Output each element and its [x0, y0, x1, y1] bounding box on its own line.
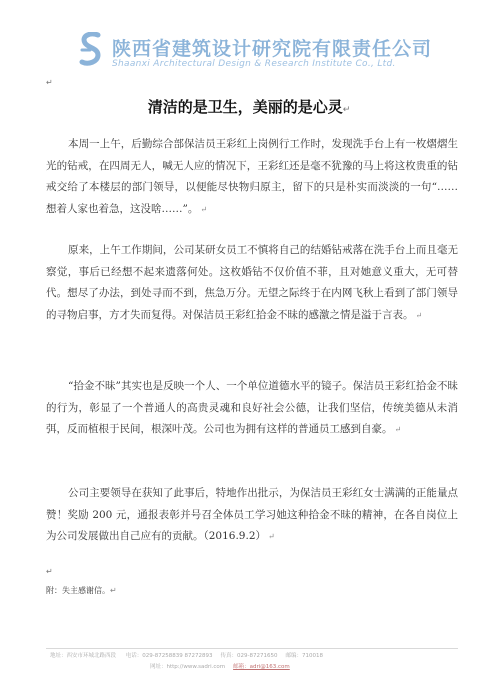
footer-postcode: 邮编：710018 [285, 653, 323, 659]
footer-row-2 [50, 662, 470, 673]
footer-fax: 传真：029-87271650 [220, 653, 278, 659]
footer-website[interactable]: 网址：http://www.sadri.com [150, 664, 226, 670]
attachment-text: 附：失主感谢信。 [46, 586, 110, 595]
paragraph-mark-icon: ↵ [342, 105, 351, 115]
paragraph-mark-icon: ↵ [268, 532, 275, 541]
paragraph-mark-icon: ↵ [110, 586, 117, 595]
footer-email[interactable]: 邮箱：adri@163.com [233, 664, 290, 670]
paragraph-mark-icon: ↵ [46, 78, 53, 87]
footer-divider [46, 648, 458, 649]
company-name-en: Shaanxi Architectural Design & Research Institute Co., Ltd. [112, 59, 396, 69]
paragraph-mark-icon: ↵ [200, 204, 208, 214]
paragraph-text: 公司主要领导在获知了此事后，特地作出批示，为保洁员王彩红女士满满的正能量点赞！奖励 200 元，通报表彰并号召全体员工学习她这种拾金不昧的精神，在各自岗位上为公司发展做出自己应有的贡献。（2016.9.2） [46, 487, 458, 542]
paragraph-mark-icon: ↵ [415, 310, 423, 320]
company-logo-icon [78, 32, 104, 68]
company-name-cn: 陕西省建筑设计研究院有限责任公司 [112, 38, 433, 60]
footer-address: 地址：西安市环城北路西段 [50, 653, 118, 659]
paragraph-text: 原来，上午工作期间，公司某研女员工不慎将自己的结婚钻戒落在洗手台上而且毫无察觉，事后已经想不起来遗落何处。这枚婚钻不仅价值不菲，且对她意义重大，无可替代。想尽了办法，到处寻而不到，焦急万分。无望之际终于在内网飞秋上看到了部门领导的寻物启事，方才失而复得。对保洁员王彩红拾金不昧的感激之情是溢于言表。 [46, 244, 458, 321]
title-text: 清洁的是卫生，美丽的是心灵 [147, 98, 343, 116]
paragraph-mark-icon: ↵ [46, 567, 53, 576]
body-paragraph-4 [46, 483, 458, 548]
attachment-note [46, 585, 117, 596]
letterhead [78, 28, 438, 78]
footer [50, 651, 470, 673]
body-paragraph-2 [46, 240, 458, 326]
paragraph-text: 本周一上午，后勤综合部保洁员王彩红上岗例行工作时，发现洗手台上有一枚熠熠生光的钻戒，在四周无人，喊无人应的情况下，王彩红还是毫不犹豫的马上将这枚贵重的钻戒交给了本楼层的部门领导，以便能尽快物归原主，留下的只是朴实而淡淡的一句“……想着人家也着急，这没啥……”。 [46, 138, 458, 215]
body-paragraph-3 [46, 376, 458, 441]
paragraph-mark-icon: ↵ [394, 425, 402, 434]
body-paragraph-1 [46, 134, 458, 220]
paragraph-text: “拾金不昧”其实也是反映一个人、一个单位道德水平的镜子。保洁员王彩红拾金不昧的行为，彰显了一个普通人的高贵灵魂和良好社会公德，让我们坚信，传统美德从未消弭，反而植根于民间，根深叶茂。公司也为拥有这样的普通员工感到自豪。 [46, 380, 458, 435]
page-title [0, 96, 498, 117]
footer-row-1 [50, 651, 470, 662]
footer-tel: 电话：029-87258839 87272893 [125, 653, 213, 659]
